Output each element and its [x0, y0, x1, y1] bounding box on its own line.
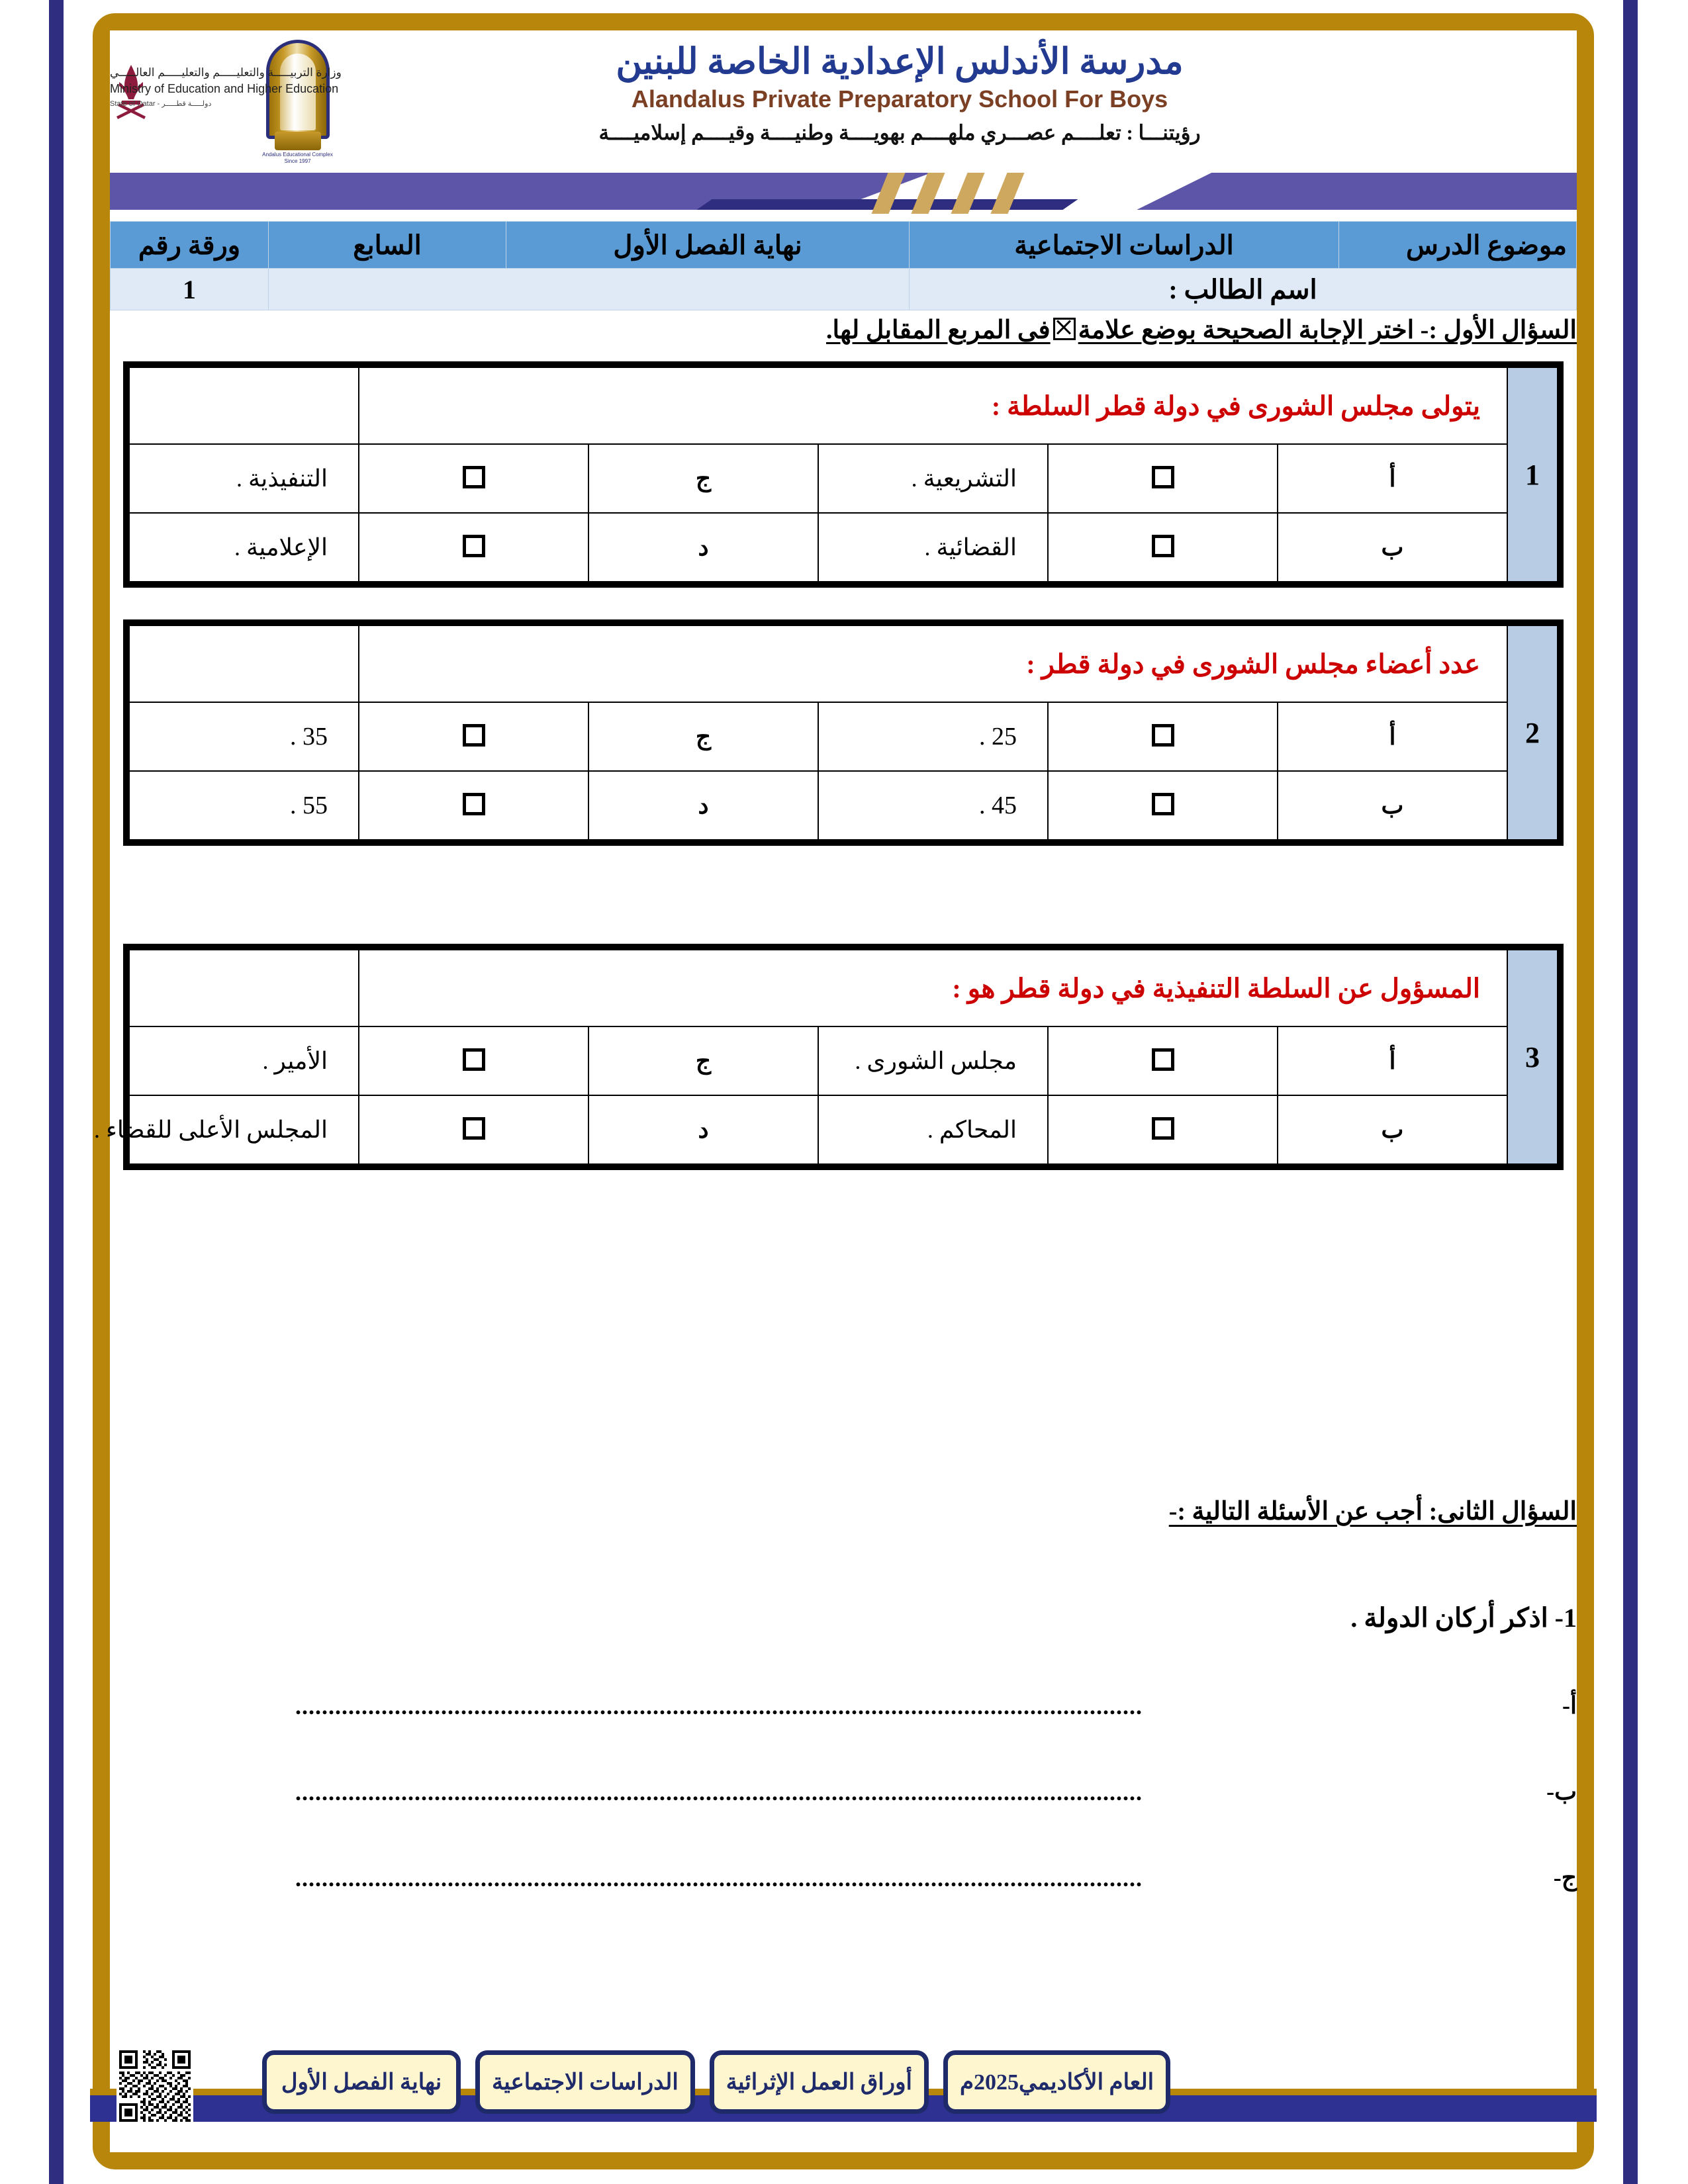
- checkbox-icon[interactable]: [1152, 466, 1174, 488]
- answer-label-a: أ-: [1562, 1692, 1577, 1719]
- checkbox-icon[interactable]: [463, 466, 485, 488]
- checkbox-icon[interactable]: [463, 1048, 485, 1071]
- option-checkbox-1b[interactable]: [1048, 513, 1278, 582]
- option-text-3d: المجلس الأعلى للقضاء .: [129, 1095, 359, 1164]
- mcq-option-row: [129, 444, 1558, 513]
- question-number-1: 1: [1507, 367, 1558, 582]
- answer-dots-c[interactable]: ................................................................................................................................: [295, 1865, 1143, 1891]
- option-checkbox-3d[interactable]: [359, 1095, 588, 1164]
- sheet-label-cell: ورقة رقم: [111, 222, 269, 269]
- answer-line-c[interactable]: [295, 1864, 1577, 1891]
- question-text-2: عدد أعضاء مجلس الشورى في دولة قطر :: [359, 625, 1507, 702]
- subject-value-cell: الدراسات الاجتماعية: [910, 222, 1339, 269]
- mcq-option-row: [129, 513, 1558, 582]
- question-number-2: 2: [1507, 625, 1558, 840]
- school-vision: رؤيتنـــا : تعلــــم عصـــري ملهــــم بهويــــة وطنيــــة وقيــــم إسلاميــــة: [598, 121, 1201, 144]
- option-text-1d: الإعلامية .: [129, 513, 359, 582]
- checkbox-icon[interactable]: [1152, 724, 1174, 747]
- checkbox-icon[interactable]: [1152, 793, 1174, 815]
- mcq-option-row: [129, 1095, 1558, 1164]
- question2-heading-text: السؤال الثانى: أجب عن الأسئلة التالية :-: [1168, 1498, 1577, 1525]
- info-student-row: [111, 269, 1577, 310]
- option-text-1c: التنفيذية .: [129, 444, 359, 513]
- option-text-2c: 35 .: [129, 702, 359, 771]
- question-text-1: يتولى مجلس الشورى في دولة قطر السلطة :: [359, 367, 1507, 444]
- term-cell: نهاية الفصل الأول: [506, 222, 910, 269]
- ministry-name-arabic: وزارة التربيـــــة والتعليـــــم والتعليـــــم العالـــــي: [110, 66, 342, 79]
- answer-label-b: ب-: [1546, 1778, 1577, 1805]
- option-checkbox-2a[interactable]: [1048, 702, 1278, 771]
- school-name-arabic: مدرسة الأندلس الإعدادية الخاصة للبنين: [616, 42, 1184, 81]
- option-letter-2b: ب: [1278, 771, 1507, 840]
- ministry-state-label: دولـــــة قطـــــر - State of Qatar: [110, 100, 212, 108]
- question1-heading-part-b: فى المربع المقابل لها.: [826, 316, 1051, 344]
- footer-badge-group: [110, 2050, 1577, 2114]
- option-text-3b: المحاكم .: [818, 1095, 1048, 1164]
- checkbox-icon[interactable]: [463, 724, 485, 747]
- mcq-option-row: [129, 771, 1558, 840]
- ministry-name-english: Ministry of Education and Higher Education: [110, 82, 339, 95]
- option-letter-3b: ب: [1278, 1095, 1507, 1164]
- mcq-option-row: [129, 1026, 1558, 1095]
- logo-caption-line2: Since 1997: [284, 158, 311, 164]
- option-letter-3c: ج: [588, 1026, 818, 1095]
- mcq-table-1: [128, 367, 1558, 582]
- question1-heading-part-a: السؤال الأول :- اختر الإجابة الصحيحة بوضع علامة: [1078, 316, 1577, 344]
- option-checkbox-2b[interactable]: [1048, 771, 1278, 840]
- option-letter-3a: أ: [1278, 1026, 1507, 1095]
- grade-cell: السابع: [269, 222, 506, 269]
- mcq-block-3: [94, 944, 1564, 1170]
- question-number-3: 3: [1507, 950, 1558, 1164]
- logo-caption: [240, 152, 355, 165]
- sheet-number-cell: 1: [111, 269, 269, 310]
- option-text-2b: 45 .: [818, 771, 1048, 840]
- option-checkbox-2d[interactable]: [359, 771, 588, 840]
- answer-line-a[interactable]: [295, 1692, 1577, 1719]
- school-name-english: Alandalus Private Preparatory School For Boys: [631, 85, 1168, 113]
- option-checkbox-3c[interactable]: [359, 1026, 588, 1095]
- option-letter-2d: د: [588, 771, 818, 840]
- answer-dots-b[interactable]: ................................................................................................................................: [295, 1779, 1143, 1805]
- info-header-row: [111, 222, 1577, 269]
- option-checkbox-1a[interactable]: [1048, 444, 1278, 513]
- checkbox-icon[interactable]: [463, 535, 485, 557]
- option-text-3a: مجلس الشورى .: [818, 1026, 1048, 1095]
- footer-badge-term: نهاية الفصل الأول: [262, 2050, 461, 2114]
- subject-label-cell: موضوع الدرس: [1339, 222, 1577, 269]
- letterhead: [110, 30, 1577, 173]
- option-text-1a: التشريعية .: [818, 444, 1048, 513]
- option-letter-1b: ب: [1278, 513, 1507, 582]
- option-text-1b: القضائية .: [818, 513, 1048, 582]
- mcq-block-2: [123, 619, 1564, 846]
- checkbox-icon[interactable]: [463, 1117, 485, 1140]
- answer-line-b[interactable]: [295, 1778, 1577, 1805]
- question-text-3: المسؤول عن السلطة التنفيذية في دولة قطر هو :: [359, 950, 1507, 1026]
- checkbox-icon[interactable]: [463, 793, 485, 815]
- question2-heading: [110, 1496, 1577, 1526]
- option-text-3c: الأمير .: [129, 1026, 359, 1095]
- answer-label-c: ج-: [1553, 1864, 1577, 1891]
- option-checkbox-1c[interactable]: [359, 444, 588, 513]
- ministry-logo: [110, 62, 401, 142]
- footer-badge-worksheet-type: أوراق العمل الإثرائية: [710, 2050, 929, 2114]
- option-letter-1a: أ: [1278, 444, 1507, 513]
- x-mark-box-icon: [1053, 318, 1076, 340]
- option-checkbox-3a[interactable]: [1048, 1026, 1278, 1095]
- page-content: [94, 30, 1577, 2152]
- checkbox-icon[interactable]: [1152, 535, 1174, 557]
- answer-dots-a[interactable]: ................................................................................................................................: [295, 1693, 1143, 1719]
- option-letter-1d: د: [588, 513, 818, 582]
- student-name-label[interactable]: اسم الطالب :: [910, 269, 1577, 310]
- footer-badge-subject: الدراسات الاجتماعية: [475, 2050, 695, 2114]
- mcq-table-3: [94, 949, 1558, 1165]
- option-text-2a: 25 .: [818, 702, 1048, 771]
- mcq-option-row: [129, 702, 1558, 771]
- option-checkbox-2c[interactable]: [359, 702, 588, 771]
- option-letter-1c: ج: [588, 444, 818, 513]
- band-purple-right: [1137, 173, 1577, 210]
- option-checkbox-3b[interactable]: [1048, 1095, 1278, 1164]
- option-letter-2a: أ: [1278, 702, 1507, 771]
- option-text-2d: 55 .: [129, 771, 359, 840]
- student-name-input[interactable]: [269, 269, 910, 310]
- mcq-table-2: [128, 625, 1558, 841]
- mcq-question-row: [129, 367, 1558, 444]
- decorative-stripe-band: [110, 173, 1577, 214]
- option-checkbox-1d[interactable]: [359, 513, 588, 582]
- school-titles: [421, 40, 1378, 148]
- page-footer: [110, 2024, 1577, 2136]
- worksheet-info-table: [110, 221, 1577, 310]
- mcq-question-row: [129, 625, 1558, 702]
- checkbox-icon[interactable]: [1152, 1048, 1174, 1071]
- checkbox-icon[interactable]: [1152, 1117, 1174, 1140]
- logo-caption-line1: Andalus Educational Complex: [262, 152, 333, 158]
- question2-item-1: 1- اذكر أركان الدولة .: [1350, 1603, 1577, 1633]
- option-letter-3d: د: [588, 1095, 818, 1164]
- qr-code-icon[interactable]: [117, 2048, 193, 2124]
- question1-heading: [110, 315, 1577, 345]
- mcq-question-row: [129, 950, 1558, 1026]
- mcq-block-1: [123, 361, 1564, 588]
- option-letter-2c: ج: [588, 702, 818, 771]
- footer-badge-academic-year: العام الأكاديمي2025م: [943, 2050, 1170, 2114]
